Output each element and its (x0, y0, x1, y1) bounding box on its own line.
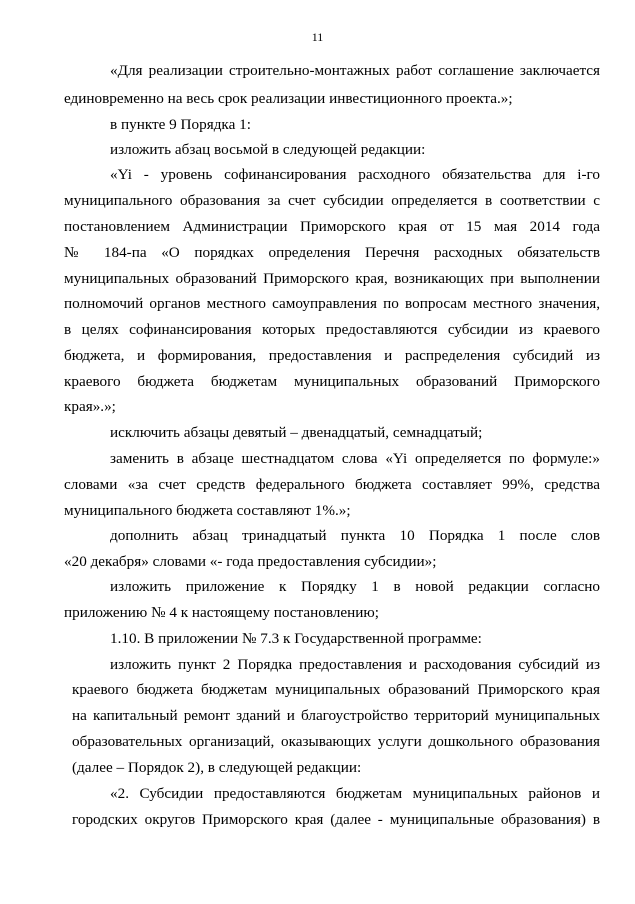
text-line: краевого бюджета бюджетам муниципальных образований Приморского (64, 373, 600, 390)
text-line: полномочий органов местного самоуправления по вопросам местного значения, (64, 295, 600, 312)
text-line: словами «за счет средств федерального бюджета составляет 99%, средства (64, 476, 600, 493)
text-line: края».»; (64, 398, 116, 415)
text-line: 1.10. В приложении № 7.3 к Государственной программе: (110, 630, 482, 647)
text-line: образовательных организаций, оказывающих услуги дошкольного образования (72, 733, 600, 750)
text-line: на капитальный ремонт зданий и благоустройство территорий муниципальных (72, 707, 600, 724)
text-line: постановлением Администрации Приморского края от 15 мая 2014 года (64, 218, 600, 235)
text-line: исключить абзацы девятый – двенадцатый, семнадцатый; (110, 424, 483, 441)
text-line: муниципального образования за счет субсидии определяется в соответствии с (64, 192, 600, 209)
text-line: муниципального бюджета составляют 1%.»; (64, 502, 351, 519)
text-line: в целях софинансирования которых предоставляются субсидии из краевого (64, 321, 600, 338)
page-number: 11 (311, 30, 324, 44)
text-line: «20 декабря» словами «- года предоставления субсидии»; (64, 553, 437, 570)
text-line: изложить пункт 2 Порядка предоставления и расходования субсидий из (110, 656, 600, 673)
text-line: заменить в абзаце шестнадцатом слова «Yi определяется по формуле:» (110, 450, 600, 467)
text-line: дополнить абзац тринадцатый пункта 10 Порядка 1 после слов (110, 527, 600, 544)
text-line: краевого бюджета бюджетам муниципальных образований Приморского края (72, 681, 600, 698)
text-line: «2. Субсидии предоставляются бюджетам муниципальных районов и (110, 785, 600, 802)
text-line: «Для реализации строительно-монтажных работ соглашение заключается (110, 62, 600, 79)
text-line: «Yi - уровень софинансирования расходного обязательства для i-го (110, 166, 600, 183)
text-line: бюджета, и формирования, предоставления и распределения субсидий из (64, 347, 600, 364)
text-line: городских округов Приморского края (далее - муниципальные образования) в (72, 811, 600, 828)
text-line: приложению № 4 к настоящему постановлению; (64, 604, 379, 621)
text-line: в пункте 9 Порядка 1: (110, 116, 251, 133)
text-line: изложить абзац восьмой в следующей редакции: (110, 141, 426, 158)
text-line: изложить приложение к Порядку 1 в новой редакции согласно (110, 578, 600, 595)
text-line: № 184-па «О порядках определения Перечня расходных обязательств (64, 244, 600, 261)
text-line: единовременно на весь срок реализации инвестиционного проекта.»; (64, 90, 513, 107)
text-line: (далее – Порядок 2), в следующей редакции: (72, 759, 362, 776)
text-line: муниципальных образований Приморского края, возникающих при выполнении (64, 270, 600, 287)
